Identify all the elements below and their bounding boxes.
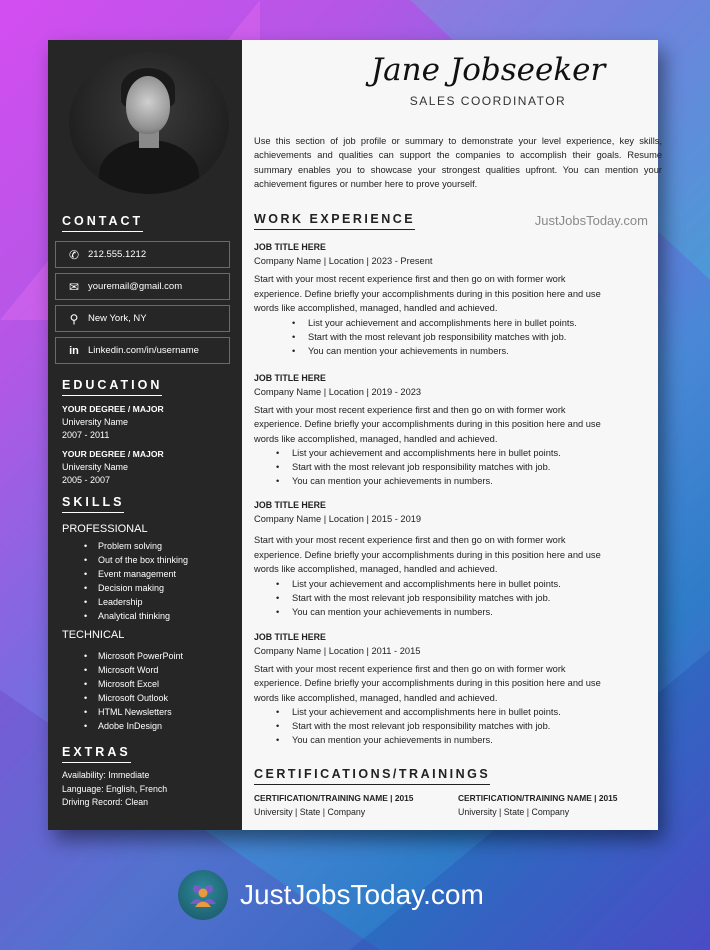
list-item: • You can mention your achievements in numbers. xyxy=(276,474,662,488)
list-item: • Start with the most relevant job responsibility matches with job. xyxy=(292,330,662,344)
certification-item xyxy=(458,793,662,817)
list-item: • Microsoft PowerPoint xyxy=(84,649,230,663)
people-logo-icon xyxy=(178,870,228,920)
contact-linkedin xyxy=(55,337,230,364)
list-item: • List your achievement and accomplishments here in bullet points. xyxy=(276,577,662,591)
job-entry xyxy=(254,373,662,489)
contact-location xyxy=(55,305,230,332)
certification-meta: University | State | Company xyxy=(458,807,570,818)
contact-linkedin-text: Linkedin.com/in/username xyxy=(88,345,199,356)
job-description: Start with your most recent experience first and then go on with former work experience. Define briefly your accomplishments during in this position here and use words like accomplished, managed, handled and achieved. xyxy=(254,535,601,575)
certification-meta: University | State | Company xyxy=(254,807,366,818)
brand-text[interactable]: JustJobsToday.com xyxy=(240,879,484,910)
list-item: • You can mention your achievements in numbers. xyxy=(292,344,662,358)
contact-email-text: youremail@gmail.com xyxy=(88,281,183,292)
candidate-role: SALES COORDINATOR xyxy=(409,94,567,108)
certification-item xyxy=(254,793,458,817)
job-title: JOB TITLE HERE xyxy=(254,242,326,253)
job-bullets xyxy=(276,446,662,488)
professional-skills-heading: PROFESSIONAL xyxy=(62,523,148,535)
job-meta: Company Name | Location | 2011 - 2015 xyxy=(254,645,421,656)
list-item: • List your achievement and accomplishments here in bullet points. xyxy=(276,705,662,719)
list-item: • Leadership xyxy=(84,595,230,609)
phone-icon: ✆ xyxy=(68,247,80,262)
list-item: • Microsoft Outlook xyxy=(84,691,230,705)
job-entry xyxy=(254,500,662,619)
work-experience-heading: WORK EXPERIENCE xyxy=(254,212,415,230)
job-bullets xyxy=(276,577,662,619)
list-item: • Start with the most relevant job responsibility matches with job. xyxy=(276,460,662,474)
list-item: • Adobe InDesign xyxy=(84,719,230,733)
certifications-list xyxy=(254,793,662,817)
certification-name: CERTIFICATION/TRAINING NAME | 2015 xyxy=(458,793,618,804)
list-item: • Microsoft Word xyxy=(84,663,230,677)
education-entry xyxy=(62,404,230,440)
education-degree: YOUR DEGREE / MAJOR xyxy=(62,449,164,459)
professional-skills-list xyxy=(84,539,230,623)
contact-list xyxy=(62,241,230,364)
contact-phone xyxy=(55,241,230,268)
job-entry xyxy=(254,632,662,748)
contact-email xyxy=(55,273,230,300)
job-description: Start with your most recent experience first and then go on with former work experience. Define briefly your accomplishments during in this position here and use words like accomplished, managed, handled and achieved. xyxy=(254,663,601,703)
list-item: • Start with the most relevant job responsibility matches with job. xyxy=(276,591,662,605)
job-bullets xyxy=(276,705,662,747)
job-meta: Company Name | Location | 2019 - 2023 xyxy=(254,386,422,397)
list-item: • List your achievement and accomplishments here in bullet points. xyxy=(292,316,662,330)
list-item: • Out of the box thinking xyxy=(84,553,230,567)
profile-photo xyxy=(69,52,229,194)
skills-heading: SKILLS xyxy=(62,495,124,513)
job-title: JOB TITLE HERE xyxy=(254,631,326,642)
job-title: JOB TITLE HERE xyxy=(254,500,326,511)
extras-availability: Availability: Immediate xyxy=(62,770,150,780)
job-meta: Company Name | Location | 2023 - Present xyxy=(254,256,433,267)
job-description: Start with your most recent experience first and then go on with former work experience. Define briefly your accomplishments during in this position here and use words like accomplished, managed, handled and achieved. xyxy=(254,404,601,444)
profile-summary: Use this section of job profile or summary to demonstrate your level experience, key skills, achievements and qualities can support the companies to accomplish their goals. Resume summary enables you to showcase your strongest qualities upfront. You can mention your achievement figures or number here to prove yourself. xyxy=(254,136,662,189)
location-pin-icon: ⚲ xyxy=(69,311,79,326)
list-item: • Decision making xyxy=(84,581,230,595)
candidate-name: Jane Jobseeker xyxy=(370,52,606,88)
extras-driving-record: Driving Record: Clean xyxy=(62,797,149,807)
email-icon: ✉ xyxy=(68,279,80,294)
list-item: • Start with the most relevant job responsibility matches with job. xyxy=(276,719,662,733)
extras-language: Language: English, French xyxy=(62,783,168,794)
linkedin-icon: in xyxy=(69,344,79,357)
education-years: 2007 - 2011 xyxy=(62,430,110,440)
job-meta: Company Name | Location | 2015 - 2019 xyxy=(254,514,422,525)
education-entry xyxy=(62,449,230,485)
education-school: University Name xyxy=(62,417,129,427)
list-item: • Analytical thinking xyxy=(84,609,230,623)
list-item: • Microsoft Excel xyxy=(84,677,230,691)
brand-footer[interactable] xyxy=(178,870,484,920)
education-degree: YOUR DEGREE / MAJOR xyxy=(62,404,164,414)
extras-list xyxy=(62,769,230,810)
list-item: • You can mention your achievements in numbers. xyxy=(276,605,662,619)
resume-page xyxy=(48,40,662,830)
technical-skills-list xyxy=(84,649,230,733)
contact-phone-text: 212.555.1212 xyxy=(88,249,147,260)
job-bullets xyxy=(292,316,662,358)
list-item: • You can mention your achievements in numbers. xyxy=(276,733,662,747)
list-item: • HTML Newsletters xyxy=(84,705,230,719)
education-school: University Name xyxy=(62,462,129,472)
extras-heading: EXTRAS xyxy=(62,745,131,763)
education-years: 2005 - 2007 xyxy=(62,475,111,485)
contact-location-text: New York, NY xyxy=(88,313,147,324)
list-item: • Problem solving xyxy=(84,539,230,553)
technical-skills-heading: TECHNICAL xyxy=(62,629,125,641)
job-description: Start with your most recent experience first and then go on with former work experience. Define briefly your accomplishments during in this position here and use words like accomplished, managed, handled and achieved. xyxy=(254,274,601,314)
resume-main xyxy=(242,40,686,830)
list-item: • Event management xyxy=(84,567,230,581)
resume-sidebar xyxy=(48,40,242,830)
certification-name: CERTIFICATION/TRAINING NAME | 2015 xyxy=(254,793,414,804)
job-title: JOB TITLE HERE xyxy=(254,372,326,383)
contact-heading: CONTACT xyxy=(62,214,143,232)
job-entry xyxy=(254,242,662,358)
certifications-heading: CERTIFICATIONS/TRAININGS xyxy=(254,767,490,785)
education-heading: EDUCATION xyxy=(62,378,162,396)
watermark: JustJobsToday.com xyxy=(534,213,648,228)
list-item: • List your achievement and accomplishments here in bullet points. xyxy=(276,446,662,460)
